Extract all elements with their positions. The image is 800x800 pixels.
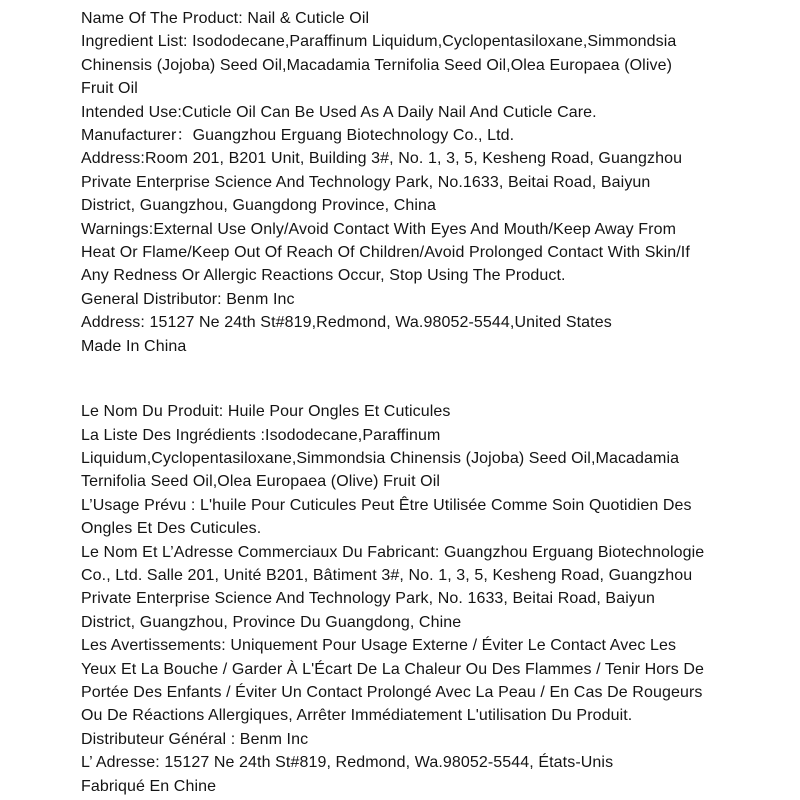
text-line: Private Enterprise Science And Technology Park, No.1633, Beitai Road, Baiyun (81, 173, 651, 191)
text-line: Ternifolia Seed Oil,Olea Europaea (Olive) Fruit Oil (81, 473, 441, 491)
text-line: Chinensis (Jojoba) Seed Oil,Macadamia Ternifolia Seed Oil,Olea Europaea (Olive) (81, 56, 673, 74)
text-line: Fabriqué En Chine (81, 777, 217, 795)
french-label-section (81, 400, 740, 798)
text-line: Any Redness Or Allergic Reactions Occur, Stop Using The Product. (81, 267, 566, 285)
text-line: Liquidum,Cyclopentasiloxane,Simmondsia Chinensis (Jojoba) Seed Oil,Macadamia (81, 449, 680, 467)
text-line: Ongles Et Des Cuticules. (81, 520, 262, 538)
text-line: Intended Use:Cuticle Oil Can Be Used As A Daily Nail And Cuticle Care. (81, 103, 597, 121)
text-line: L’Usage Prévu : L'huile Pour Cuticules Peut Être Utilisée Comme Soin Quotidien Des (81, 496, 692, 514)
english-label-section (81, 7, 740, 358)
text-line: Le Nom Et L’Adresse Commerciaux Du Fabricant: Guangzhou Erguang Biotechnologie (81, 543, 705, 561)
text-line: District, Guangzhou, Guangdong Province, China (81, 197, 437, 215)
text-line: District, Guangzhou, Province Du Guangdong, Chine (81, 613, 462, 631)
text-line: Name Of The Product: Nail & Cuticle Oil (81, 10, 370, 27)
text-line: Ou De Réactions Allergiques, Arrêter Immédiatement L'utilisation Du Produit. (81, 707, 633, 725)
text-line: Address:Room 201, B201 Unit, Building 3#, No. 1, 3, 5, Kesheng Road, Guangzhou (81, 150, 683, 168)
text-line: La Liste Des Ingrédients :Isododecane,Paraffinum (81, 426, 441, 444)
text-line: Heat Or Flame/Keep Out Of Reach Of Children/Avoid Prolonged Contact With Skin/If (81, 244, 690, 262)
text-line: Co., Ltd. Salle 201, Unité B201, Bâtiment 3#, No. 1, 3, 5, Kesheng Road, Guangzhou (81, 566, 693, 584)
text-line: Private Enterprise Science And Technology Park, No. 1633, Beitai Road, Baiyun (81, 590, 655, 608)
text-line: Address: 15127 Ne 24th St#819,Redmond, Wa.98052-5544,United States (81, 314, 612, 332)
text-line: Le Nom Du Produit: Huile Pour Ongles Et Cuticules (81, 403, 451, 421)
text-line: Made In China (81, 337, 187, 355)
text-line: Distributeur Général : Benm Inc (81, 730, 309, 748)
text-line: Les Avertissements: Uniquement Pour Usage Externe / Éviter Le Contact Avec Les (81, 637, 677, 655)
text-line: Fruit Oil (81, 80, 138, 98)
text-line: L’ Adresse: 15127 Ne 24th St#819, Redmond, Wa.98052-5544, États-Unis (81, 754, 614, 772)
text-line: Ingredient List: Isododecane,Paraffinum Liquidum,Cyclopentasiloxane,Simmondsia (81, 33, 677, 51)
text-line: General Distributor: Benm Inc (81, 290, 295, 308)
text-line: Yeux Et La Bouche / Garder À L'Écart De La Chaleur Ou Des Flammes / Tenir Hors De (81, 660, 704, 678)
text-line: Warnings:External Use Only/Avoid Contact With Eyes And Mouth/Keep Away From (81, 220, 677, 238)
text-line: Portée Des Enfants / Éviter Un Contact Prolongé Avec La Peau / En Cas De Rougeurs (81, 683, 703, 701)
text-line: Manufacturer：Guangzhou Erguang Biotechnology Co., Ltd. (81, 127, 515, 145)
